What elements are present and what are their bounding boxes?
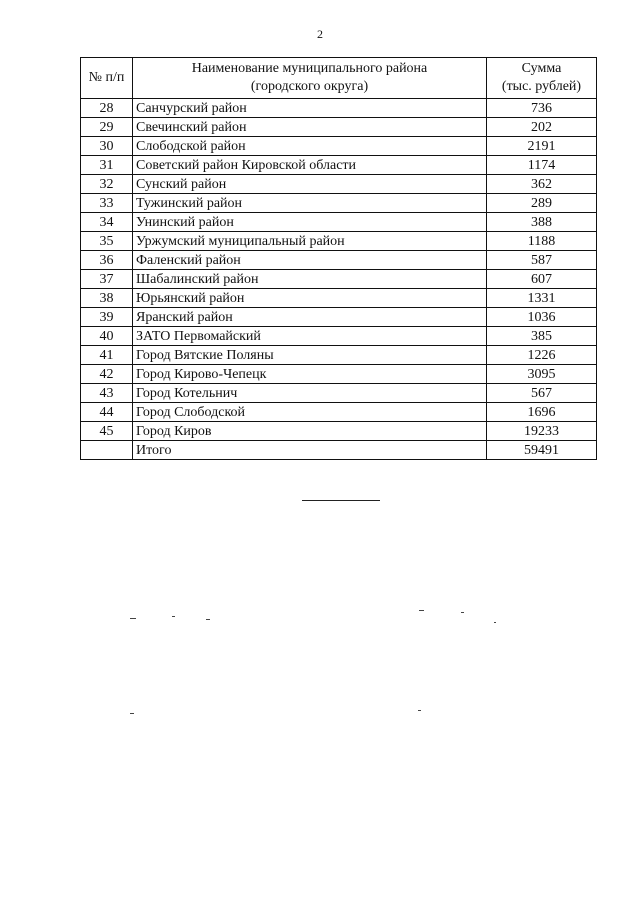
total-number [81,441,133,460]
table-row [81,270,597,289]
row-sum: 1226 [487,346,597,365]
row-sum: 567 [487,384,597,403]
row-number: 43 [81,384,133,403]
row-number: 36 [81,251,133,270]
row-number: 34 [81,213,133,232]
row-name: Уржумский муниципальный район [133,232,487,251]
row-number: 32 [81,175,133,194]
row-number: 29 [81,118,133,137]
table-row [81,137,597,156]
row-name: Город Кирово-Чепецк [133,365,487,384]
row-sum: 3095 [487,365,597,384]
row-name: Слободской район [133,137,487,156]
row-sum: 2191 [487,137,597,156]
row-sum: 1331 [487,289,597,308]
row-name: Свечинский район [133,118,487,137]
row-number: 33 [81,194,133,213]
row-name: Фаленский район [133,251,487,270]
scan-speck [419,610,424,611]
table-row [81,175,597,194]
row-sum: 736 [487,99,597,118]
row-sum: 388 [487,213,597,232]
table-row [81,232,597,251]
table-row [81,289,597,308]
row-name: Город Киров [133,422,487,441]
row-sum: 607 [487,270,597,289]
row-sum: 1174 [487,156,597,175]
scan-speck [206,619,210,620]
table-total-row [81,441,597,460]
table-row [81,118,597,137]
row-name: ЗАТО Первомайский [133,327,487,346]
row-number: 28 [81,99,133,118]
row-sum: 1036 [487,308,597,327]
table-row [81,346,597,365]
table-row [81,308,597,327]
table-row [81,365,597,384]
header-number [81,58,133,99]
row-number: 39 [81,308,133,327]
row-name: Яранский район [133,308,487,327]
row-number: 45 [81,422,133,441]
row-number: 41 [81,346,133,365]
total-sum: 59491 [487,441,597,460]
row-number: 42 [81,365,133,384]
row-number: 38 [81,289,133,308]
header-name-line2: (городского округа) [250,79,369,94]
table-row [81,194,597,213]
table-row [81,422,597,441]
table-row [81,156,597,175]
header-sum-line2: (тыс. рублей) [501,79,582,94]
row-number: 37 [81,270,133,289]
page-number: 2 [317,27,323,41]
end-divider-line [302,500,380,501]
table-row [81,213,597,232]
scan-speck [172,616,175,617]
row-name: Город Слободской [133,403,487,422]
header-number-label: № п/п [88,70,125,85]
row-sum: 1188 [487,232,597,251]
scan-speck [494,622,496,623]
row-sum: 385 [487,327,597,346]
row-name: Город Котельнич [133,384,487,403]
total-label: Итого [133,441,487,460]
table-row [81,99,597,118]
budget-table [80,57,597,460]
row-name: Сунский район [133,175,487,194]
scan-speck [418,710,421,711]
row-sum: 1696 [487,403,597,422]
row-number: 44 [81,403,133,422]
row-name: Тужинский район [133,194,487,213]
row-name: Советский район Кировской области [133,156,487,175]
row-name: Юрьянский район [133,289,487,308]
row-sum: 289 [487,194,597,213]
row-number: 40 [81,327,133,346]
row-name: Унинский район [133,213,487,232]
header-sum [487,58,597,99]
row-sum: 202 [487,118,597,137]
row-sum: 362 [487,175,597,194]
row-name: Город Вятские Поляны [133,346,487,365]
header-name [133,58,487,99]
header-name-line1: Наименование муниципального района [191,61,428,76]
table-row [81,403,597,422]
row-name: Шабалинский район [133,270,487,289]
table-row [81,251,597,270]
row-sum: 587 [487,251,597,270]
header-sum-line1: Сумма [521,61,562,76]
row-number: 35 [81,232,133,251]
table-header-row [81,58,597,99]
row-name: Санчурский район [133,99,487,118]
table-row [81,327,597,346]
row-sum: 19233 [487,422,597,441]
table-row [81,384,597,403]
row-number: 31 [81,156,133,175]
scan-speck [130,713,134,714]
scan-speck [461,612,464,613]
scan-speck [130,618,136,619]
row-number: 30 [81,137,133,156]
